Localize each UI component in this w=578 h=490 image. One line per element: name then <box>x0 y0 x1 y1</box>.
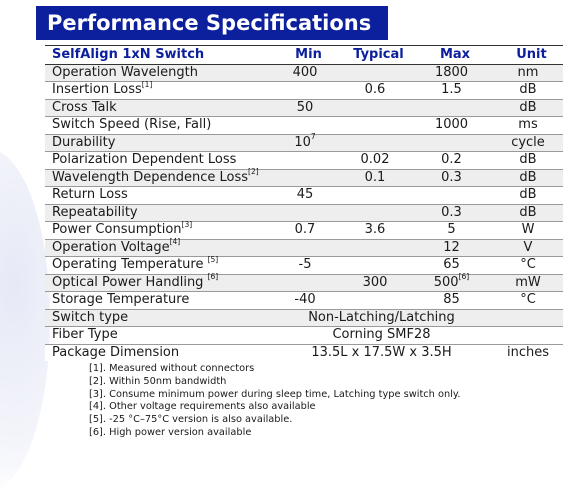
table-row-package-dimension <box>45 344 563 361</box>
unit-cell <box>493 64 563 82</box>
spec-table <box>45 45 563 361</box>
table-row <box>45 204 563 222</box>
unit-cell-text: °C <box>520 257 536 273</box>
table-header-row <box>45 46 563 65</box>
typical-cell <box>340 222 410 240</box>
param-cell <box>45 64 270 82</box>
header-typical: Typical <box>340 46 410 65</box>
max-cell-text: 65 <box>443 257 460 273</box>
param-cell-text: Optical Power Handling <box>52 274 208 290</box>
param-cell-text: Switch Speed (Rise, Fall) <box>52 117 212 133</box>
min-cell-text: 0.7 <box>294 222 316 238</box>
footnote-ref: [6] <box>458 272 470 282</box>
footnote: [4]. Other voltage requirements also available <box>89 401 316 413</box>
param-cell <box>45 204 270 222</box>
min-cell-text: -5 <box>298 257 312 273</box>
min-cell-text: 400 <box>292 64 318 80</box>
footnote-ref: [1] <box>141 79 153 89</box>
background-swoosh <box>0 150 50 490</box>
max-cell <box>410 204 493 222</box>
unit-cell-text: V <box>523 239 533 255</box>
unit-cell <box>493 257 563 275</box>
max-cell <box>410 99 493 117</box>
footnote-ref: [4] <box>169 237 181 247</box>
footnote: [2]. Within 50nm bandwidth <box>89 375 227 387</box>
typical-cell <box>340 82 410 100</box>
max-cell-text: 0.3 <box>441 169 462 185</box>
min-cell-text: 10 <box>294 134 311 150</box>
unit-cell <box>493 99 563 117</box>
param-cell-text: Operation Wavelength <box>52 64 198 80</box>
param-cell-text: Repeatability <box>52 204 138 220</box>
param-cell <box>45 219 270 240</box>
value-cell: 13.5L x 17.5W x 3.5H <box>270 344 493 361</box>
unit-cell: inches <box>493 344 563 361</box>
header-parameter: SelfAlign 1xN Switch <box>45 46 270 65</box>
table-row <box>45 274 563 292</box>
unit-cell <box>493 117 563 135</box>
max-cell-text: 500 <box>433 274 459 290</box>
table-row <box>45 169 563 187</box>
max-cell <box>410 169 493 187</box>
min-cell <box>270 152 340 170</box>
typical-cell-text: 0.02 <box>360 152 390 168</box>
exponent: 7 <box>310 132 316 142</box>
param-cell <box>45 152 270 170</box>
min-cell <box>270 222 340 240</box>
max-cell <box>410 117 493 135</box>
max-cell-text: 1.5 <box>441 82 462 98</box>
param-cell: Switch type <box>45 309 270 327</box>
max-cell-text: 0.3 <box>441 204 462 220</box>
unit-cell <box>493 152 563 170</box>
param-cell-text: Operating Temperature <box>52 257 208 273</box>
param-cell-text: Storage Temperature <box>52 292 190 308</box>
value-cell: Non-Latching/Latching <box>270 309 493 327</box>
unit-cell-text: cycle <box>511 134 545 150</box>
unit-cell-text: dB <box>519 152 537 168</box>
max-cell <box>410 292 493 310</box>
param-cell <box>45 169 270 187</box>
typical-cell <box>340 292 410 310</box>
footnote-ref: [6] <box>207 272 219 282</box>
param-cell <box>45 187 270 205</box>
param-cell-text: Polarization Dependent Loss <box>52 152 237 168</box>
max-cell-text: 1000 <box>434 117 469 133</box>
table-row <box>45 99 563 117</box>
param-cell <box>45 79 270 100</box>
unit-cell <box>493 292 563 310</box>
unit-cell <box>493 134 563 152</box>
min-cell-text: 45 <box>296 187 314 203</box>
unit-cell-text: dB <box>519 99 537 115</box>
param-cell: Fiber Type <box>45 327 270 345</box>
max-cell <box>410 187 493 205</box>
max-cell-text: 1800 <box>434 64 469 80</box>
typical-cell-text: 3.6 <box>364 222 386 238</box>
typical-cell-text: 0.6 <box>364 82 386 98</box>
param-cell-text: Power Consumption <box>52 222 182 238</box>
max-cell <box>410 64 493 82</box>
max-cell <box>410 134 493 152</box>
max-cell <box>410 274 493 292</box>
param-cell <box>45 239 270 257</box>
max-cell <box>410 257 493 275</box>
unit-cell <box>493 187 563 205</box>
footnote: [6]. High power version available <box>89 426 252 438</box>
table-row <box>45 222 563 240</box>
unit-cell-text: dB <box>519 169 537 185</box>
param-cell-text: Operation Voltage <box>52 239 170 255</box>
header-min: Min <box>270 46 340 65</box>
param-cell: Package Dimension <box>45 344 270 361</box>
unit-cell-text: W <box>521 222 535 238</box>
min-cell-text: 50 <box>296 99 314 115</box>
param-cell-text: Durability <box>52 134 116 150</box>
min-cell <box>270 117 340 135</box>
header-max: Max <box>410 46 493 65</box>
max-cell-text: 12 <box>443 239 460 255</box>
footnote: [1]. Measured without connectors <box>89 363 255 374</box>
table-row <box>45 134 563 152</box>
unit-cell-text: dB <box>519 204 537 220</box>
unit-cell-text: nm <box>517 64 539 80</box>
table-row <box>45 239 563 257</box>
min-cell <box>270 99 340 117</box>
table-row <box>45 187 563 205</box>
unit-cell-text: dB <box>519 187 537 203</box>
param-cell <box>45 274 270 292</box>
unit-cell <box>493 82 563 100</box>
param-cell-text: Cross Talk <box>52 99 117 115</box>
unit-cell <box>493 274 563 292</box>
typical-cell <box>340 257 410 275</box>
param-cell <box>45 292 270 310</box>
unit-cell <box>493 309 563 327</box>
min-cell <box>270 239 340 257</box>
typical-cell <box>340 187 410 205</box>
unit-cell <box>493 327 563 345</box>
table-row-fiber-type <box>45 327 563 345</box>
min-cell <box>270 292 340 310</box>
unit-cell <box>493 239 563 257</box>
footnote-ref: [5] <box>207 254 219 264</box>
typical-cell <box>340 134 410 152</box>
unit-cell-text: °C <box>520 292 536 308</box>
typical-cell-text: 300 <box>362 274 388 290</box>
typical-cell <box>340 64 410 82</box>
table-row-switch-type <box>45 309 563 327</box>
param-cell-text: Return Loss <box>52 187 128 203</box>
table-row <box>45 64 563 82</box>
unit-cell <box>493 169 563 187</box>
typical-cell <box>340 117 410 135</box>
page-title: Performance Specifications <box>36 6 388 40</box>
min-cell <box>270 204 340 222</box>
typical-cell <box>340 152 410 170</box>
param-cell <box>45 134 270 152</box>
max-cell-text: 85 <box>443 292 460 308</box>
footnotes <box>89 363 460 440</box>
unit-cell-text: ms <box>518 117 538 133</box>
max-cell <box>410 222 493 240</box>
typical-cell <box>340 169 410 187</box>
table-row <box>45 257 563 275</box>
unit-cell-text: mW <box>515 274 541 290</box>
header-unit: Unit <box>493 46 563 65</box>
table-row <box>45 152 563 170</box>
min-cell <box>270 187 340 205</box>
table-row <box>45 292 563 310</box>
min-cell <box>270 274 340 292</box>
max-cell <box>410 82 493 100</box>
param-cell <box>45 117 270 135</box>
unit-cell <box>493 204 563 222</box>
param-cell-text: Insertion Loss <box>52 82 142 98</box>
min-cell <box>270 257 340 275</box>
footnote: [3]. Consume minimum power during sleep time, Latching type switch only. <box>89 388 461 400</box>
min-cell <box>270 169 340 187</box>
param-cell <box>45 254 270 275</box>
table-row <box>45 82 563 100</box>
typical-cell <box>340 239 410 257</box>
typical-cell-text: 0.1 <box>364 169 386 185</box>
max-cell-text: 5 <box>447 222 456 238</box>
footnote-ref: [2] <box>248 167 259 177</box>
min-cell <box>270 82 340 100</box>
typical-cell <box>340 99 410 117</box>
typical-cell <box>340 274 410 292</box>
max-cell-text: 0.2 <box>441 152 462 168</box>
max-cell <box>410 239 493 257</box>
unit-cell-text: dB <box>519 82 537 98</box>
typical-cell <box>340 204 410 222</box>
param-cell-text: Wavelength Dependence Loss <box>52 169 249 185</box>
min-cell <box>270 134 340 152</box>
min-cell-text: -40 <box>294 292 316 308</box>
footnote: [5]. -25 °C–75°C version is also available. <box>89 414 293 426</box>
param-cell <box>45 99 270 117</box>
unit-cell <box>493 222 563 240</box>
value-cell: Corning SMF28 <box>270 327 493 345</box>
max-cell <box>410 152 493 170</box>
min-cell <box>270 64 340 82</box>
table-row <box>45 117 563 135</box>
footnote-ref: [3] <box>181 219 193 229</box>
